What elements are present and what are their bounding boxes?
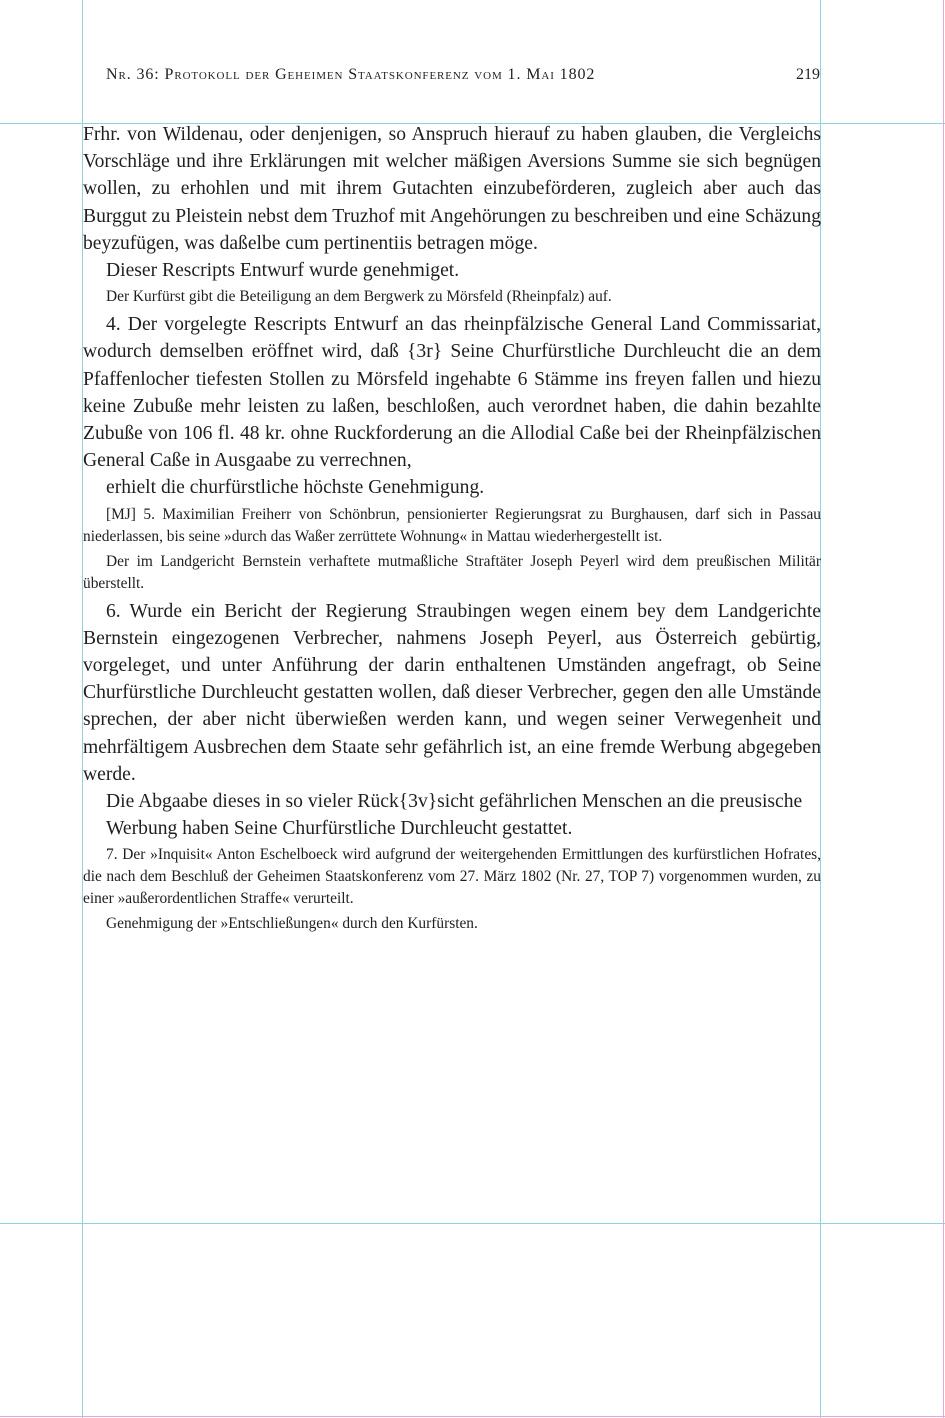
page-right-edge (943, 0, 944, 1418)
regest-paragraph: Der im Landgericht Bernstein verhaftete mutmaßliche Straftäter Joseph Peyerl wird dem preußischen Militär überstellt. (83, 552, 821, 592)
running-title: Nr. 36: Protokoll der Geheimen Staatskonferenz vom 1. Mai 1802 (106, 66, 596, 83)
regest-paragraph: Der Kurfürst gibt die Beteiligung an dem Bergwerk zu Mörsfeld (Rheinpfalz) auf. (106, 288, 612, 306)
decision-paragraph: Die Abgaabe dieses in so vieler Rück{3v}sicht gefährlichen Menschen an die preusische Werbung haben Seine Churfürstliche Durchleucht gestattet. (106, 791, 803, 840)
regest-item-5: [MJ] 5. Maximilian Freiherr von Schönbrun, pensionierter Regierungsrat zu Burghausen, darf sich in Passau niederlassen, bis seine »durch das Waßer zerrüttete Wohnung« in Mattau wiederhergestellt ist. (83, 505, 821, 545)
decision-paragraph: erhielt die churfürstliche höchste Genehmigung. (106, 477, 485, 499)
paragraph-continuation: Frhr. von Wildenau, oder denjenigen, so Anspruch hierauf zu haben glauben, die Vergleichs Vorschläge und ihre Erklärungen mit welcher mäßigen Aversions Summe sie sich begnügen wollen, zu erhohlen und mit ihrem Gutachten einzubeförderen, zugleich aber auch das Burggut zu Pleistein nebst dem Truzhof mit Angehörungen zu beschreiben und eine Schäzung beyzufügen, was daßelbe cum pertinentiis betragen möge. (83, 124, 821, 254)
agenda-item-4: 4. Der vorgelegte Rescripts Entwurf an das rheinpfälzische General Land Commissariat, wodurch demselben eröffnet wird, daß {3r} Seine Churfürstliche Durchleucht die an dem Pfaffenlocher tiefesten Stollen zu Mörsfeld ingehabte 6 Stämme ins freyen fallen und hiezu keine Zubuße mehr leisten zu laßen, beschloßen, auch verordnet haben, die dahin bezahlte Zubuße von 106 fl. 48 kr. ohne Ruckforderung an die Allodial Caße bei der Rheinpfälzischen General Caße in Ausgaabe zu verrechnen, (83, 314, 821, 472)
decision-paragraph: Dieser Rescripts Entwurf wurde genehmiget. (106, 260, 460, 282)
running-header (106, 66, 820, 88)
main-text-block (83, 121, 821, 938)
regest-paragraph: Genehmigung der »Entschließungen« durch den Kurfürsten. (106, 915, 478, 933)
page-number: 219 (796, 66, 820, 83)
regest-item-7: 7. Der »Inquisit« Anton Eschelboeck wird aufgrund der weitergehenden Ermittlungen des kurfürstlichen Hofrates, die nach dem Beschluß der Geheimen Staatskonferenz vom 27. März 1802 (Nr. 27, TOP 7) vorgenommen wurden, zu einer »außerordentlichen Straffe« verurteilt. (83, 846, 821, 908)
agenda-item-6: 6. Wurde ein Bericht der Regierung Straubingen wegen einem bey dem Landgerichte Bernstein eingezogenen Verbrecher, nahmens Joseph Peyerl, aus Österreich gebürtig, vorgeleget, und unter Anführung der darin enthaltenen Umständen angefragt, ob Seine Churfürstliche Durchleucht gestatten wollen, daß dieser Verbrecher, gegen den alle Umstände sprechen, der aber nicht überwießen werden kann, und wegen seiner Verwegenheit und mehrfältigem Ausbrechen dem Staate sehr gefährlich ist, an eine fremde Werbung abgegeben werde. (83, 600, 821, 785)
page-bottom-edge (0, 1416, 945, 1417)
bottom-margin-guide (0, 1223, 945, 1224)
